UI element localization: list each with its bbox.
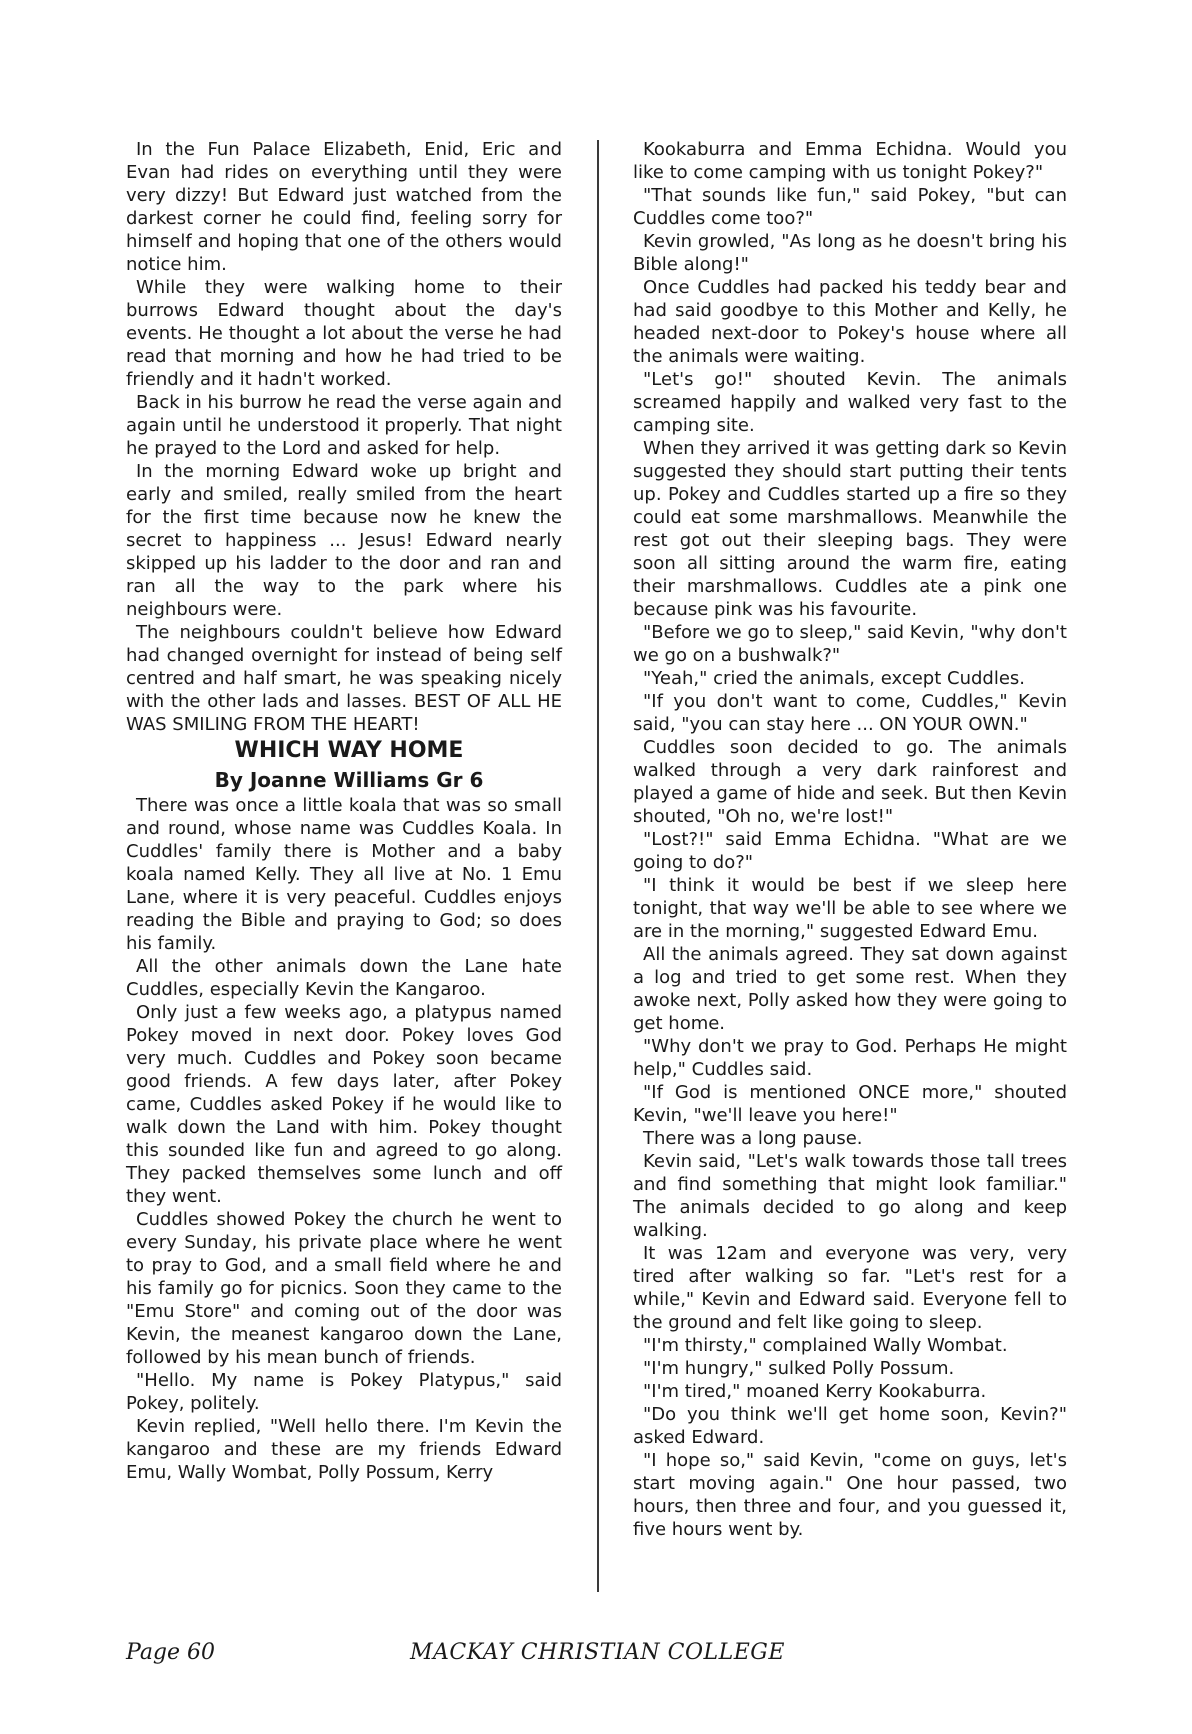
story-paragraph: In the Fun Palace Elizabeth, Enid, Eric and Evan had rides on everything until they were very dizzy! But Edward just watched from the darkest corner he could find, feeling sorry for himself and hoping that one of the others would notice him.	[126, 139, 562, 275]
story-paragraph: "I hope so," said Kevin, "come on guys, let's start moving again." One hour passed, two hours, then three and four, and you guessed it, five hours went by.	[633, 1450, 1067, 1540]
story-paragraph: "If God is mentioned ONCE more," shouted Kevin, "we'll leave you here!"	[633, 1082, 1067, 1126]
story-paragraph: Kevin replied, "Well hello there. I'm Kevin the kangaroo and these are my friends Edward Emu, Wally Wombat, Polly Possum, Kerry	[126, 1416, 562, 1483]
story-paragraph: When they arrived it was getting dark so Kevin suggested they should start putting their tents up. Pokey and Cuddles started up a fire so they could eat some marshmallows. Meanwhile the rest got out their sleeping bags. They were soon all sitting around the warm fire, eating their marshmallows. Cuddles ate a pink one because pink was his favourite.	[633, 438, 1067, 620]
story-paragraph: Kookaburra and Emma Echidna. Would you like to come camping with us tonight Pokey?"	[633, 139, 1067, 183]
left-column	[126, 138, 562, 1484]
story-paragraph: Kevin said, "Let's walk towards those tall trees and find something that might look familiar." The animals decided to go along and keep walking.	[633, 1151, 1067, 1241]
story-paragraph: "That sounds like fun," said Pokey, "but can Cuddles come too?"	[633, 185, 1067, 229]
story-paragraph: All the other animals down the Lane hate Cuddles, especially Kevin the Kangaroo.	[126, 956, 562, 1000]
story-paragraph: "I'm hungry," sulked Polly Possum.	[643, 1358, 955, 1379]
story-paragraph: Back in his burrow he read the verse again and again until he understood it properly. That night he prayed to the Lord and asked for help.	[126, 392, 562, 459]
right-column	[633, 138, 1067, 1541]
story-paragraph: Only just a few weeks ago, a platypus named Pokey moved in next door. Pokey loves God very much. Cuddles and Pokey soon became good friends. A few days later, after Pokey came, Cuddles asked Pokey if he would like to walk down the Land with him. Pokey thought this sounded like fun and agreed to go along. They packed themselves some lunch and off they went.	[126, 1002, 562, 1207]
column-divider	[597, 140, 599, 1592]
story-paragraph: The neighbours couldn't believe how Edward had changed overnight for instead of being self centred and half smart, he was speaking nicely with the other lads and lasses. BEST OF ALL HE WAS SMILING FROM THE HEART!	[126, 622, 562, 735]
story-paragraph: "If you don't want to come, Cuddles," Kevin said, "you can stay here ... ON YOUR OWN."	[633, 691, 1067, 735]
story-paragraph: "Before we go to sleep," said Kevin, "why don't we go on a bushwalk?"	[633, 622, 1067, 666]
story-byline: By Joanne Williams Gr 6	[214, 768, 484, 792]
story-paragraph: "Lost?!" said Emma Echidna. "What are we going to do?"	[633, 829, 1067, 873]
story-paragraph: It was 12am and everyone was very, very tired after walking so far. "Let's rest for a while," Kevin and Edward said. Everyone fell to the ground and felt like going to sleep.	[633, 1243, 1067, 1333]
story-paragraph: "Why don't we pray to God. Perhaps He might help," Cuddles said.	[633, 1036, 1067, 1080]
story-paragraph: Cuddles soon decided to go. The animals walked through a very dark rainforest and played a game of hide and seek. But then Kevin shouted, "Oh no, we're lost!"	[633, 737, 1067, 827]
story-paragraph: "Let's go!" shouted Kevin. The animals screamed happily and walked very fast to the camping site.	[633, 369, 1067, 436]
story-paragraph: "Hello. My name is Pokey Platypus," said Pokey, politely.	[126, 1370, 562, 1414]
story-paragraph: "Do you think we'll get home soon, Kevin?" asked Edward.	[633, 1404, 1067, 1448]
story-paragraph: There was once a little koala that was so small and round, whose name was Cuddles Koala. In Cuddles' family there is Mother and a baby koala named Kelly. They all live at No. 1 Emu Lane, where it is very peaceful. Cuddles enjoys reading the Bible and praying to God; so does his family.	[126, 795, 562, 954]
story-paragraph: Cuddles showed Pokey the church he went to every Sunday, his private place where he went to pray to God, and a small field where he and his family go for picnics. Soon they came to the "Emu Store" and coming out of the door was Kevin, the meanest kangaroo down the Lane, followed by his mean bunch of friends.	[126, 1209, 562, 1368]
story-paragraph: "I'm tired," moaned Kerry Kookaburra.	[643, 1381, 987, 1402]
school-name: MACKAY CHRISTIAN COLLEGE	[410, 1640, 785, 1665]
story-paragraph: In the morning Edward woke up bright and early and smiled, really smiled from the heart for the first time because now he knew the secret to happiness ... Jesus! Edward nearly skipped up his ladder to the door and ran and ran all the way to the park where his neighbours were.	[126, 461, 562, 620]
story-paragraph: "I'm thirsty," complained Wally Wombat.	[643, 1335, 1008, 1356]
story-paragraph: All the animals agreed. They sat down against a log and tried to get some rest. When they awoke next, Polly asked how they were going to get home.	[633, 944, 1067, 1034]
story-paragraph: There was a long pause.	[643, 1128, 863, 1149]
story-paragraph: "I think it would be best if we sleep here tonight, that way we'll be able to see where we are in the morning," suggested Edward Emu.	[633, 875, 1067, 942]
story-paragraph: Kevin growled, "As long as he doesn't bring his Bible along!"	[633, 231, 1067, 275]
story-paragraph: While they were walking home to their burrows Edward thought about the day's events. He thought a lot about the verse he had read that morning and how he had tried to be friendly and it hadn't worked.	[126, 277, 562, 390]
story-title: WHICH WAY HOME	[234, 738, 464, 763]
story-paragraph: Once Cuddles had packed his teddy bear and had said goodbye to this Mother and Kelly, he headed next-door to Pokey's house where all the animals were waiting.	[633, 277, 1067, 367]
story-paragraph: "Yeah," cried the animals, except Cuddles.	[643, 668, 1025, 689]
page-number: Page 60	[126, 1640, 216, 1665]
